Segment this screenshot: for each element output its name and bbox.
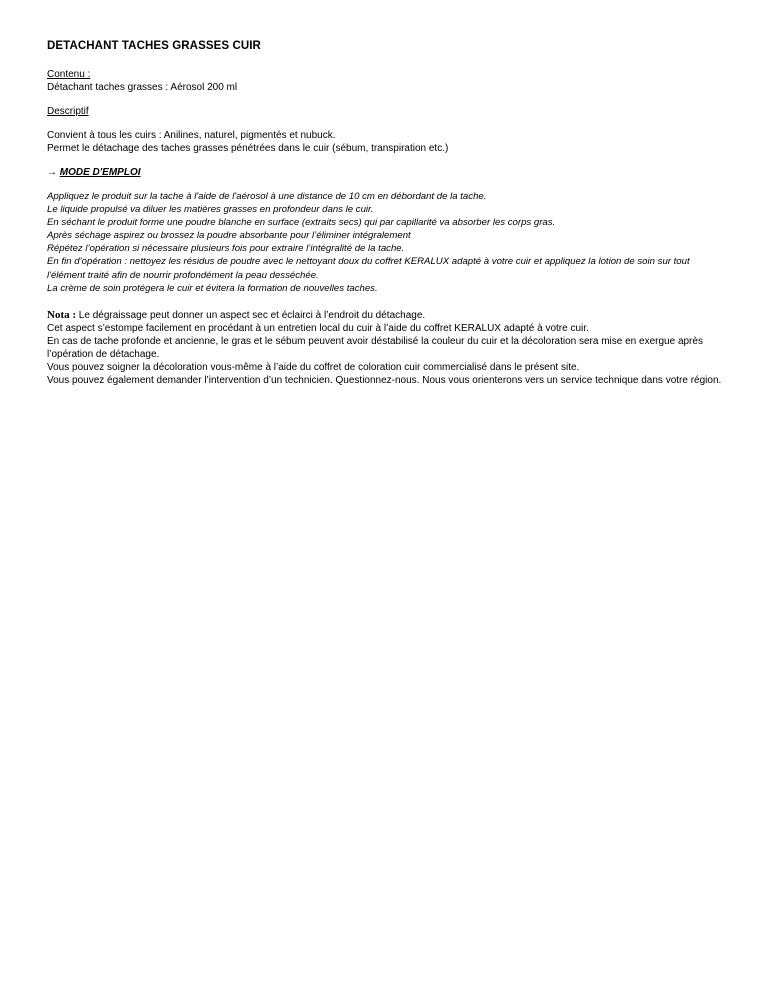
nota-line: Vous pouvez soigner la décoloration vous-même à l’aide du coffret de coloration cuir commercialisé dans le présent site. (47, 361, 580, 373)
descriptif-line: Permet le détachage des taches grasses pénétrées dans le cuir (sébum, transpiration etc.) (47, 143, 449, 154)
nota-text: Le dégraissage peut donner un aspect sec et éclairci à l’endroit du détachage. (76, 309, 426, 321)
contenu-text: Détachant taches grasses : Aérosol 200 ml (47, 82, 238, 93)
instruction-line: En fin d’opération : nettoyez les résidus de poudre avec le nettoyant doux du coffret KERALUX adapté à votre cuir et appliquez la lotion de soin sur tout l'élément traité afin de nourrir profondément la peau desséchée. (47, 256, 690, 281)
document-content (47, 40, 727, 387)
instruction-line: Le liquide propulsé va diluer les matières grasses en profondeur dans le cuir. (47, 204, 374, 216)
nota-line: Vous pouvez également demander l’intervention d’un technicien. Questionnez-nous. Nous vous orienterons vers un service technique dans votre région. (47, 374, 722, 386)
descriptif-line: Convient à tous les cuirs : Anilines, naturel, pigmentés et nubuck. (47, 130, 336, 141)
instruction-line: La crème de soin protégera le cuir et évitera la formation de nouvelles taches. (47, 282, 378, 294)
instruction-line: Répétez l’opération si nécessaire plusieurs fois pour extraire l’intégralité de la tache. (47, 243, 405, 255)
instruction-line: Appliquez le produit sur la tache à l'aide de l'aérosol à une distance de 10 cm en débordant de la tache. (47, 191, 487, 202)
nota-label: Nota : (47, 308, 77, 321)
instruction-line: Après séchage aspirez ou brossez la poudre absorbante pour l’éliminer intégralement (47, 230, 411, 242)
arrow-icon: → (47, 167, 57, 178)
instruction-line: En séchant le produit forme une poudre blanche en surface (extraits secs) qui par capillarité va absorber les corps gras. (47, 217, 556, 229)
nota-first-line (47, 309, 727, 322)
document-title: DETACHANT TACHES GRASSES CUIR (47, 40, 261, 52)
mode-emploi-header (47, 166, 727, 179)
mode-emploi-heading: MODE D'EMPLOI (59, 167, 141, 178)
mode-emploi-instructions (47, 190, 727, 295)
descriptif-label: Descriptif (47, 106, 89, 117)
nota-line: Cet aspect s’estompe facilement en procédant à un entretien local du cuir à l’aide du coffret KERALUX adapté à votre cuir. (47, 322, 589, 334)
contenu-label: Contenu : (47, 69, 91, 80)
nota-line: En cas de tache profonde et ancienne, le gras et le sébum peuvent avoir déstabilisé la couleur du cuir et la décoloration sera mise en exergue après l’opération de détachage. (47, 335, 703, 360)
